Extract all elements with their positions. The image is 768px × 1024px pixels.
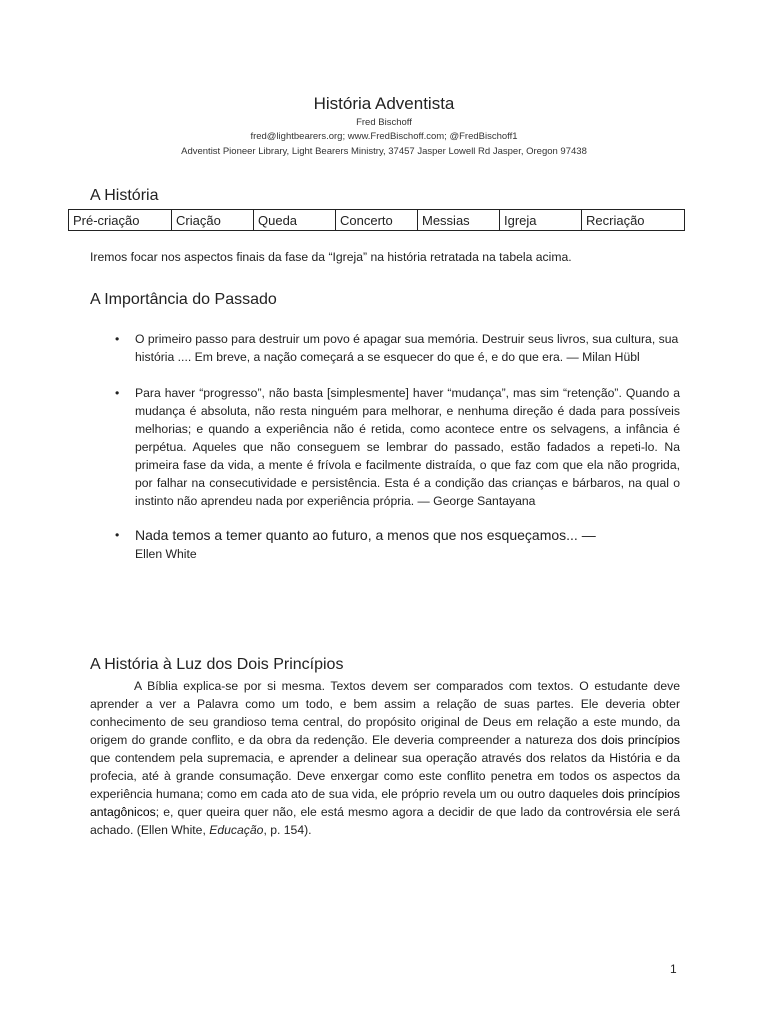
address-line: Adventist Pioneer Library, Light Bearers Ministry, 37457 Jasper Lowell Rd Jasper, Oregon 97438	[181, 146, 587, 157]
contact-line: fred@lightbearers.org; www.FredBischoff.com; @FredBischoff1	[250, 131, 518, 142]
bullet-icon: •	[115, 332, 120, 346]
phase-cell: Igreja	[500, 210, 582, 231]
paragraph-text: ; e, quer queira quer não, ele está mesmo agora a decidir de que lado da controvérsia ele será achado. (Ellen White,	[90, 805, 680, 837]
phase-cell: Recriação	[582, 210, 685, 231]
section-heading-historia: A História	[90, 187, 159, 204]
list-item	[90, 384, 680, 510]
phases-table	[68, 209, 685, 231]
page-number: 1	[670, 962, 677, 976]
section-heading-importancia: A Importância do Passado	[90, 291, 277, 308]
section-heading-luz: A História à Luz dos Dois Princípios	[90, 656, 344, 673]
phase-cell: Queda	[254, 210, 336, 231]
paragraph-text: que contendem pela supremacia, e aprender a delinear sua operação através dos relatos da História e da profecia, até à grande consumação. Deve enxergar como este conflito penetra em todos os aspectos da experiência humana; como em cada ato de sua vida, ele próprio revela um ou outro daqueles	[90, 751, 680, 801]
highlight-term: dois princípios antagônicos	[90, 787, 680, 819]
list-item	[90, 526, 680, 563]
author-line: Fred Bischoff	[356, 117, 412, 128]
book-title: Educação	[209, 823, 264, 837]
table-row	[69, 210, 685, 231]
highlight-term: dois princípios	[601, 733, 681, 747]
quote-text: Nada temos a temer quanto ao futuro, a menos que nos esqueçamos... —	[135, 527, 596, 543]
phase-cell: Pré-criação	[69, 210, 172, 231]
body-paragraph	[90, 677, 680, 839]
bullet-icon: •	[115, 386, 120, 400]
quote-text: Para haver “progresso”, não basta [simplesmente] haver “mudança”, mas sim “retenção”. Quando a mudança é absoluta, não resta ninguém para melhorar, e nenhuma direção é dada para possíveis melhorias; e quando a experiência não é retida, como acontece entre os selvagens, a infância é perpétua. Aqueles que não conseguem se lembrar do passado, estão fadados a repeti-lo. Na primeira fase da vida, a mente é frívola e facilmente distraída, o que faz com que ela não progrida, por falhar na consecutividade e persistência. Esta é a condição das crianças e bárbaros, na qual o instinto não aprendeu nada por experiência própria. — George Santayana	[135, 386, 680, 508]
intro-paragraph: Iremos focar nos aspectos finais da fase da “Igreja” na história retratada na tabela acima.	[90, 250, 572, 264]
quote-list	[90, 330, 680, 563]
quote-text: O primeiro passo para destruir um povo é apagar sua memória. Destruir seus livros, sua cultura, sua história .... Em breve, a nação começará a se esquecer do que é, e do que era. — Milan Hübl	[135, 332, 679, 364]
paragraph-text: A Bíblia explica-se por si mesma. Textos devem ser comparados com textos. O estudante deve aprender a ver a Palavra como um todo, e bem assim a relação de suas partes. Ele deveria obter conhecimento de seu grandioso tema central, do propósito original de Deus em relação a este mundo, da origem do grande conflito, e da obra da redenção. Ele deveria compreender a natureza dos	[90, 679, 680, 747]
phase-cell: Criação	[172, 210, 254, 231]
phase-cell: Concerto	[336, 210, 418, 231]
bullet-icon: •	[115, 528, 120, 542]
phase-cell: Messias	[418, 210, 500, 231]
list-item	[90, 330, 680, 366]
document-title: História Adventista	[313, 94, 455, 113]
quote-author: Ellen White	[135, 547, 197, 561]
paragraph-text: , p. 154).	[263, 823, 312, 837]
